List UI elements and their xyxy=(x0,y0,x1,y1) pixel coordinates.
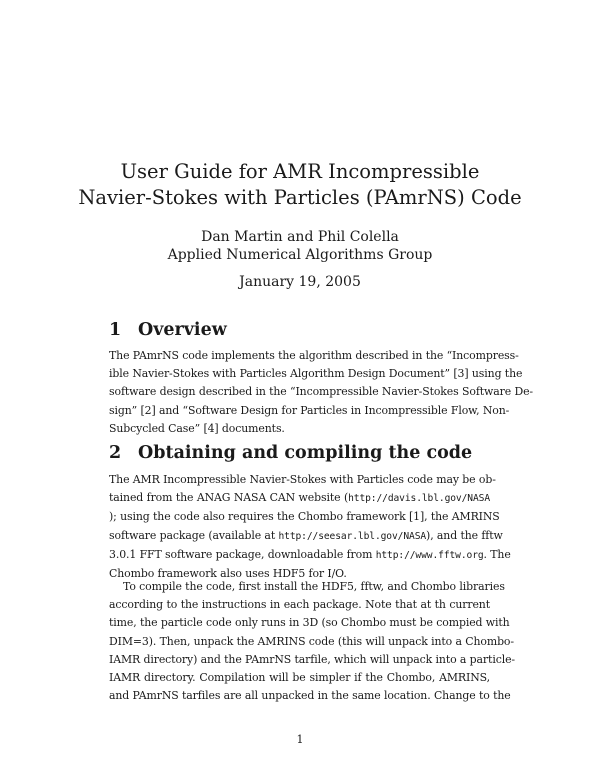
text-line xyxy=(109,489,490,508)
overview-paragraph xyxy=(109,347,534,438)
text-line: IAMR directory) and the PAmrNS tarfile, which will unpack into a particle- xyxy=(109,652,516,666)
section-heading-overview xyxy=(109,320,227,340)
page-number: 1 xyxy=(296,733,304,746)
text-line: Subcycled Case” [4] documents. xyxy=(109,421,285,435)
text-segment: 3.0.1 FFT software package, downloadable from xyxy=(109,547,376,561)
text-segment: ), and the fftw xyxy=(426,528,503,542)
text-line: To compile the code, first install the HDF5, fftw, and Chombo libraries xyxy=(123,580,505,593)
text-segment: . The xyxy=(483,547,511,561)
text-segment: software package (available at xyxy=(109,528,279,542)
text-line: DIM=3). Then, unpack the AMRINS code (this will unpack into a Chombo- xyxy=(109,634,514,648)
text-line: and PAmrNS tarfiles are all unpacked in the same location. Change to the xyxy=(109,689,511,703)
section-title: Obtaining and compiling the code xyxy=(138,443,473,463)
text-line: time, the particle code only runs in 3D (so Chombo must be compied with xyxy=(109,616,510,630)
text-line: The AMR Incompressible Navier-Stokes with Particles code may be ob- xyxy=(109,473,496,486)
affiliation: Applied Numerical Algorithms Group xyxy=(167,247,433,263)
text-line: according to the instructions in each package. Note that at th current xyxy=(109,598,490,612)
section-number: 1 xyxy=(109,320,122,340)
text-line: The PAmrNS code implements the algorithm described in the “Incompress- xyxy=(109,349,519,362)
section-title: Overview xyxy=(138,320,227,340)
text-line xyxy=(109,527,503,546)
text-line: ); using the code also requires the Chombo framework [1], the AMRINS xyxy=(109,510,500,524)
section-number: 2 xyxy=(109,443,122,463)
obtaining-paragraph-1 xyxy=(109,471,511,583)
document-title-line-2: Navier-Stokes with Particles (PAmrNS) Code xyxy=(78,186,522,209)
amrins-website-link[interactable]: http://seesar.lbl.gov/NASA xyxy=(278,530,427,542)
document-date: January 19, 2005 xyxy=(239,274,361,290)
text-line: sign” [2] and “Software Design for Particles in Incompressible Flow, Non- xyxy=(109,403,510,417)
authors: Dan Martin and Phil Colella xyxy=(201,229,399,245)
text-line: IAMR directory. Compilation will be simpler if the Chombo, AMRINS, xyxy=(109,671,490,685)
document-title-line-1: User Guide for AMR Incompressible xyxy=(120,160,480,183)
anag-website-link[interactable]: http://davis.lbl.gov/NASA xyxy=(348,493,490,505)
text-segment: tained from the ANAG NASA CAN website ( xyxy=(109,491,349,505)
text-line xyxy=(109,546,511,565)
text-line: ible Navier-Stokes with Particles Algorithm Design Document” [3] using the xyxy=(109,367,523,381)
text-line: software design described in the “Incompressible Navier-Stokes Software De- xyxy=(109,385,534,399)
fftw-website-link[interactable]: http://www.fftw.org xyxy=(375,549,484,561)
text-line: Chombo framework also uses HDF5 for I/O. xyxy=(109,567,347,581)
obtaining-paragraph-2 xyxy=(109,578,516,705)
section-heading-obtaining xyxy=(109,443,472,463)
